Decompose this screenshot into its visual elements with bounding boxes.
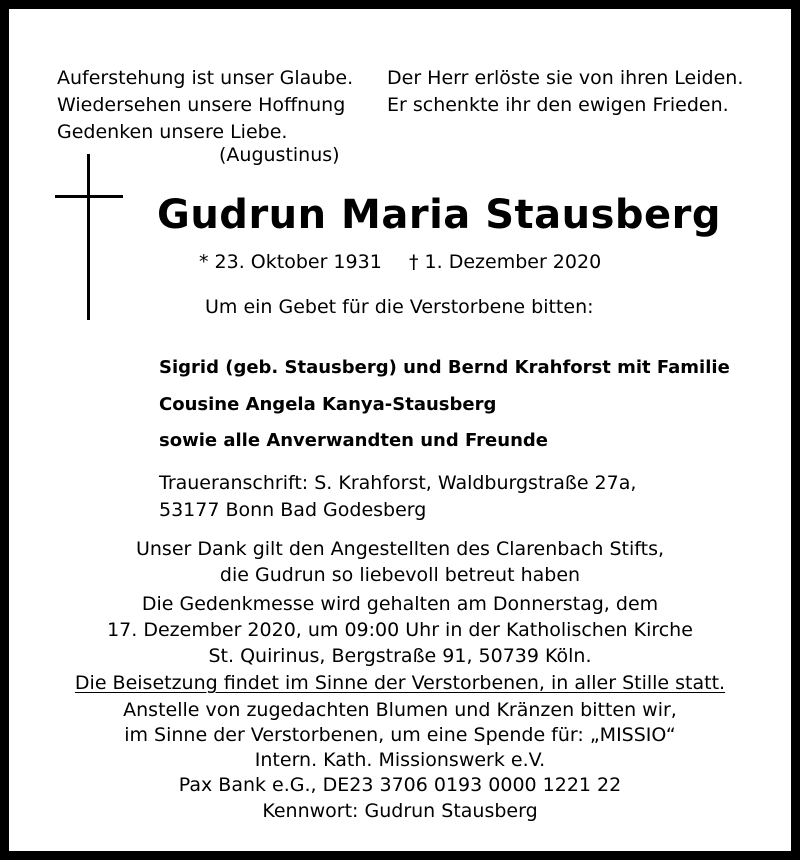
quote-right-line-1: Der Herr erlöste sie von ihren Leiden. — [387, 67, 744, 89]
donation-line-5: Kennwort: Gudrun Stausberg — [262, 800, 538, 822]
address-line-1: Traueranschrift: S. Krahforst, Waldburgstraße 27a, — [159, 472, 637, 494]
birth-date: * 23. Oktober 1931 — [199, 251, 382, 273]
donation-line-4: Pax Bank e.G., DE23 3706 0193 0000 1221 22 — [178, 774, 622, 796]
thanks-line-1: Unser Dank gilt den Angestellten des Clarenbach Stifts, — [135, 538, 665, 560]
donation-line-3: Intern. Kath. Missionswerk e.V. — [254, 749, 546, 771]
deceased-name: Gudrun Maria Stausberg — [157, 192, 722, 238]
death-date: † 1. Dezember 2020 — [409, 251, 602, 273]
donation-line-2: im Sinne der Verstorbenen, um eine Spende für: „MISSIO“ — [124, 724, 676, 746]
mourner-line-1: Sigrid (geb. Stausberg) und Bernd Krahforst mit Familie — [159, 357, 730, 378]
quote-left-line-1: Auferstehung ist unser Glaube. — [57, 67, 354, 89]
quote-left-line-2: Wiedersehen unsere Hoffnung — [57, 94, 346, 116]
quote-right-line-2: Er schenkte ihr den ewigen Frieden. — [387, 94, 729, 116]
quote-left-line-3: Gedenken unsere Liebe. — [57, 121, 288, 143]
address-line-2: 53177 Bonn Bad Godesberg — [159, 499, 427, 521]
donation-line-1: Anstelle von zugedachten Blumen und Kränzen bitten wir, — [123, 699, 677, 721]
prayer-request: Um ein Gebet für die Verstorbene bitten: — [205, 296, 594, 318]
quote-attribution: (Augustinus) — [219, 144, 340, 166]
mourner-line-3: sowie alle Anverwandten und Freunde — [159, 430, 548, 451]
mass-line-1: Die Gedenkmesse wird gehalten am Donnerstag, dem — [141, 593, 659, 615]
mass-line-2: 17. Dezember 2020, um 09:00 Uhr in der Katholischen Kirche — [107, 619, 693, 641]
mourner-line-2: Cousine Angela Kanya-Stausberg — [159, 394, 497, 415]
burial-notice: Die Beisetzung findet im Sinne der Verstorbenen, in aller Stille statt. — [74, 672, 726, 694]
mass-line-3: St. Quirinus, Bergstraße 91, 50739 Köln. — [208, 645, 592, 667]
thanks-line-2: die Gudrun so liebevoll betreut haben — [219, 564, 581, 586]
